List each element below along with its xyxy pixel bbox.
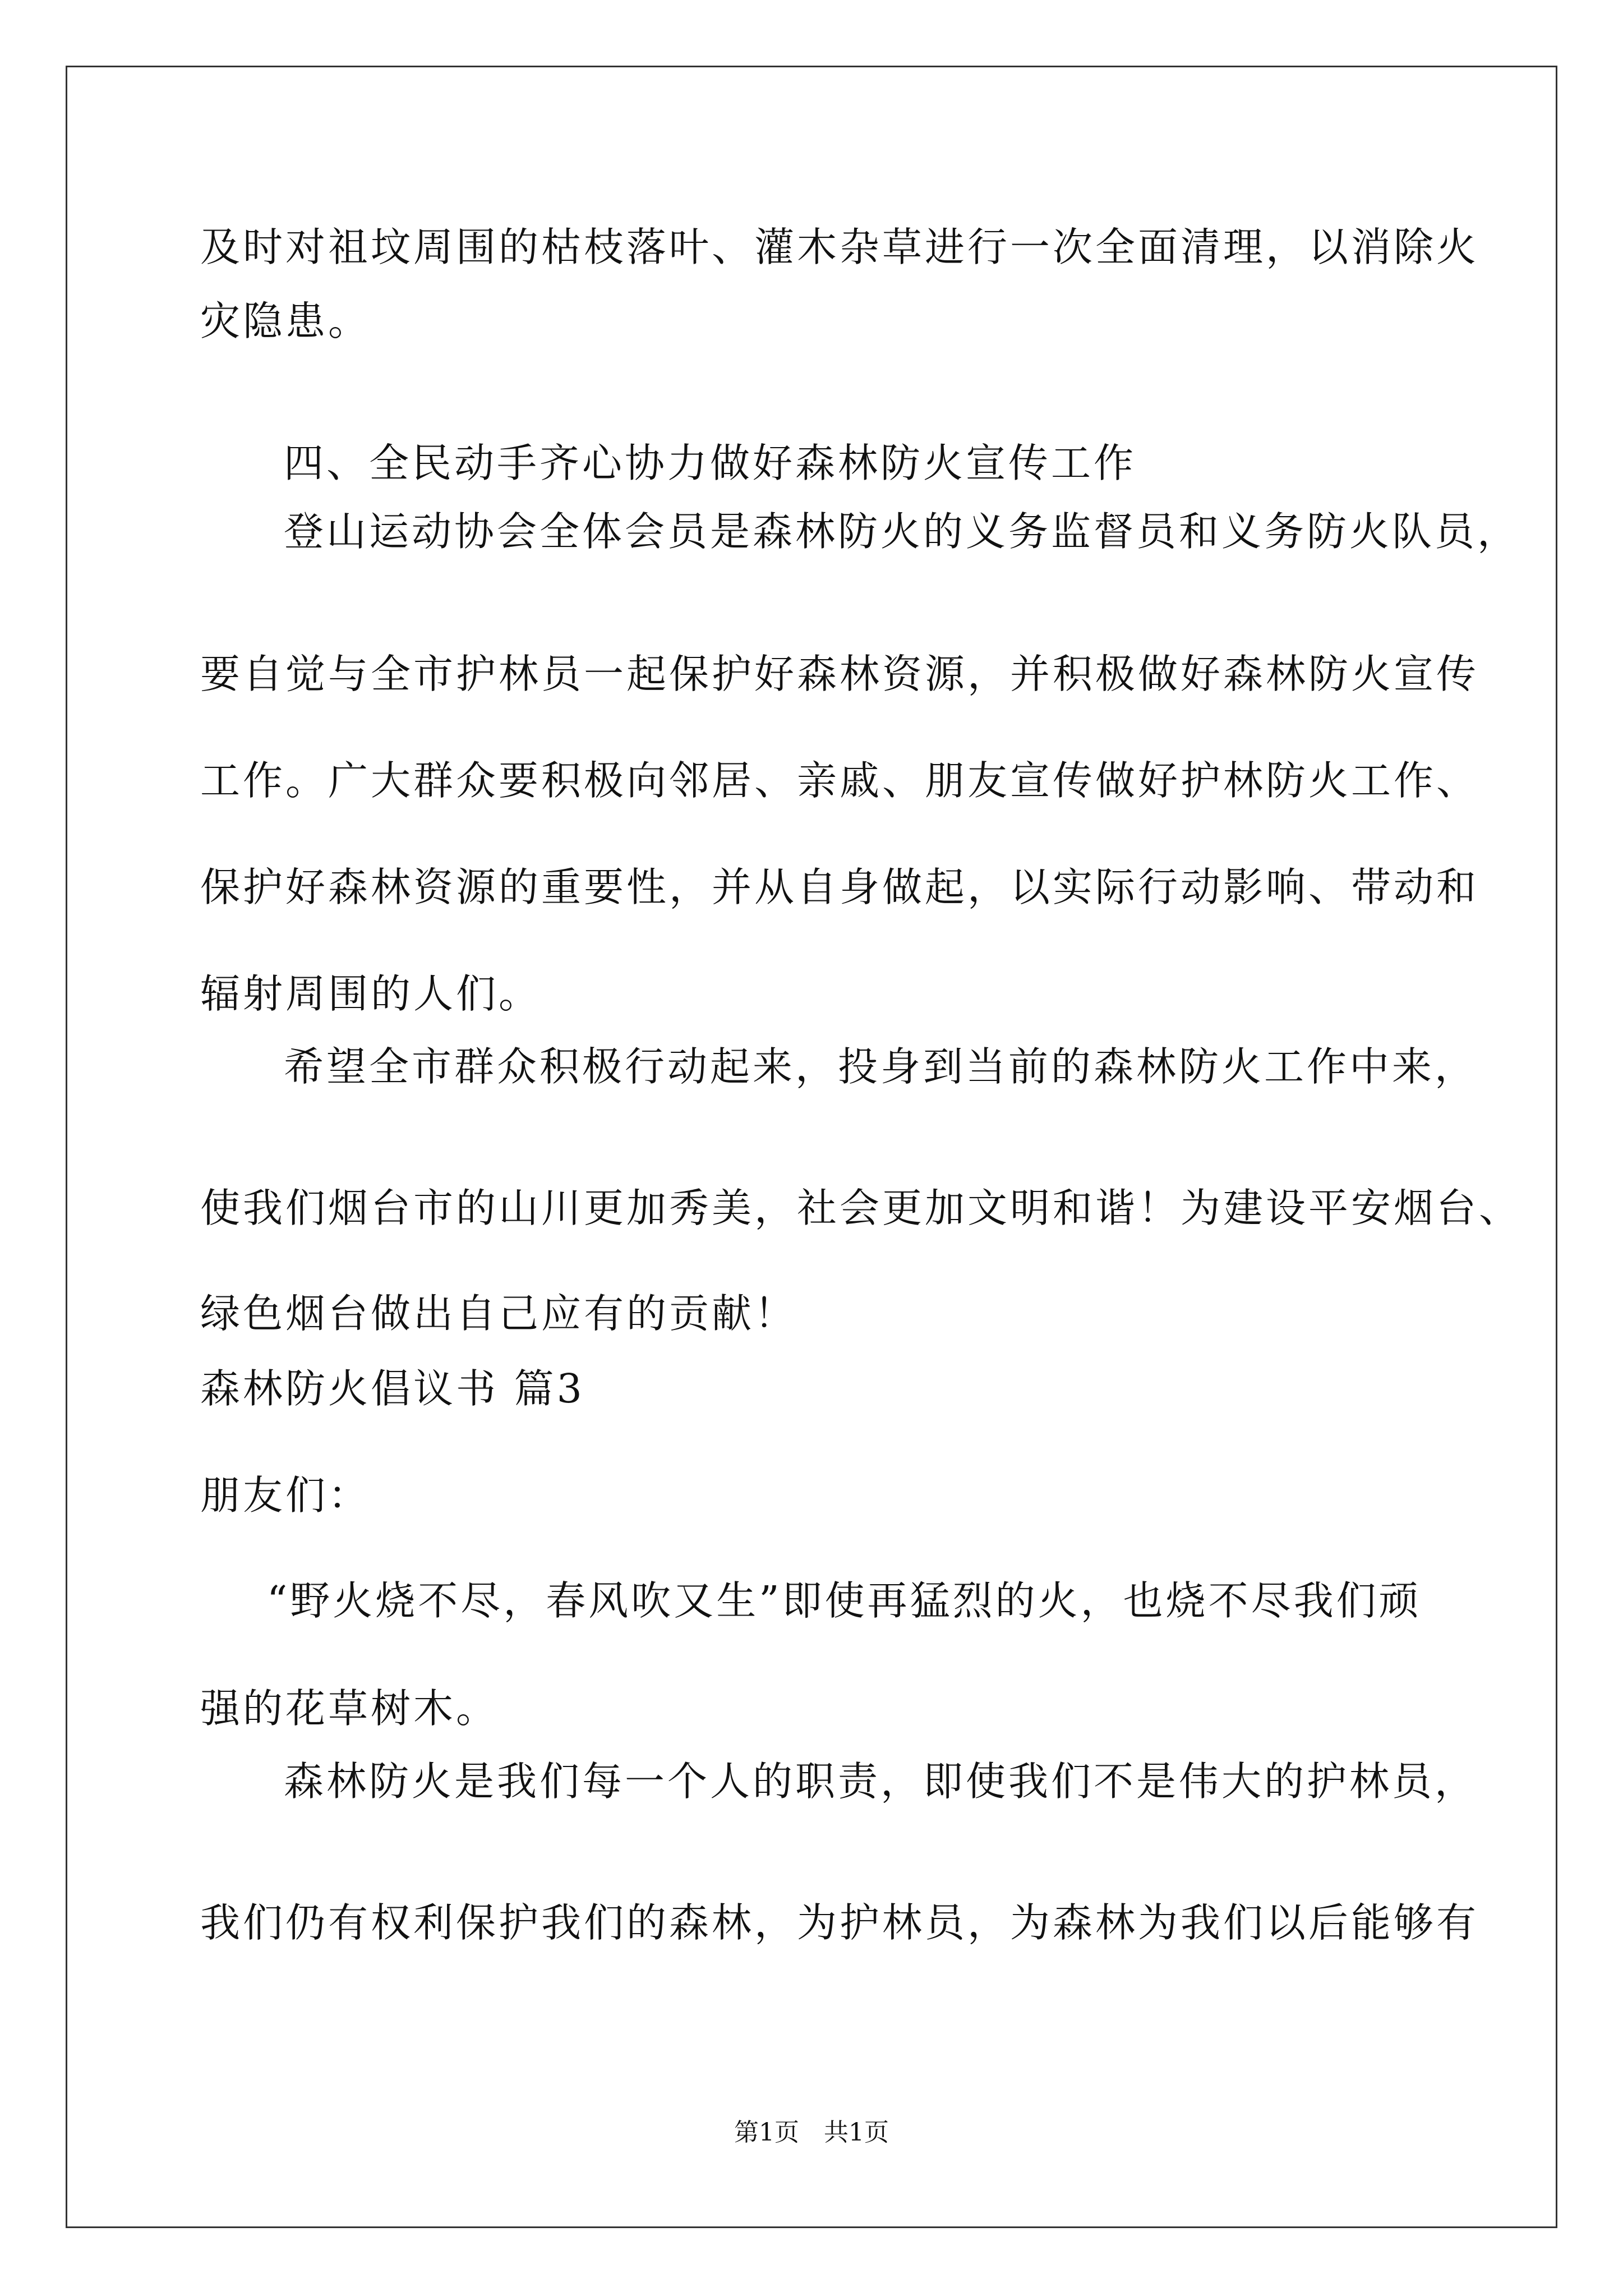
text-line: 及时对祖坟周围的枯枝落叶、灌木杂草进行一次全面清理，以消除火 <box>200 224 1479 270</box>
article-title: 森林防火倡议书 篇3 <box>200 1365 585 1412</box>
text-line: 绿色烟台做出自己应有的贡献！ <box>200 1290 797 1337</box>
section-heading: 四、全民动手齐心协力做好森林防火宣传工作 <box>284 440 1137 486</box>
text-line: 登山运动协会全体会员是森林防火的义务监督员和义务防火队员， <box>284 508 1520 555</box>
text-line: “野火烧不尽，春风吹又生”即使再猛烈的火，也烧不尽我们顽 <box>267 1577 1422 1624</box>
salutation: 朋友们： <box>200 1472 371 1519</box>
text-line: 工作。广大群众要积极向邻居、亲戚、朋友宣传做好护林防火工作、 <box>200 757 1479 804</box>
text-line: 我们仍有权利保护我们的森林，为护林员，为森林为我们以后能够有 <box>200 1899 1479 1946</box>
text-line: 森林防火是我们每一个人的职责，即使我们不是伟大的护林员， <box>284 1758 1478 1805</box>
text-line: 强的花草树木。 <box>200 1685 499 1732</box>
text-line: 要自觉与全市护林员一起保护好森林资源，并积极做好森林防火宣传 <box>200 651 1479 697</box>
page-footer: 第1页 共1页 <box>734 2118 889 2147</box>
text-line: 希望全市群众积极行动起来，投身到当前的森林防火工作中来， <box>284 1043 1478 1090</box>
text-line: 辐射周围的人们。 <box>200 970 542 1017</box>
text-line: 灾隐患。 <box>200 298 371 344</box>
text-line: 使我们烟台市的山川更加秀美，社会更加文明和谐！为建设平安烟台、 <box>200 1185 1522 1231</box>
text-line: 保护好森林资源的重要性，并从自身做起，以实际行动影响、带动和 <box>200 864 1479 910</box>
